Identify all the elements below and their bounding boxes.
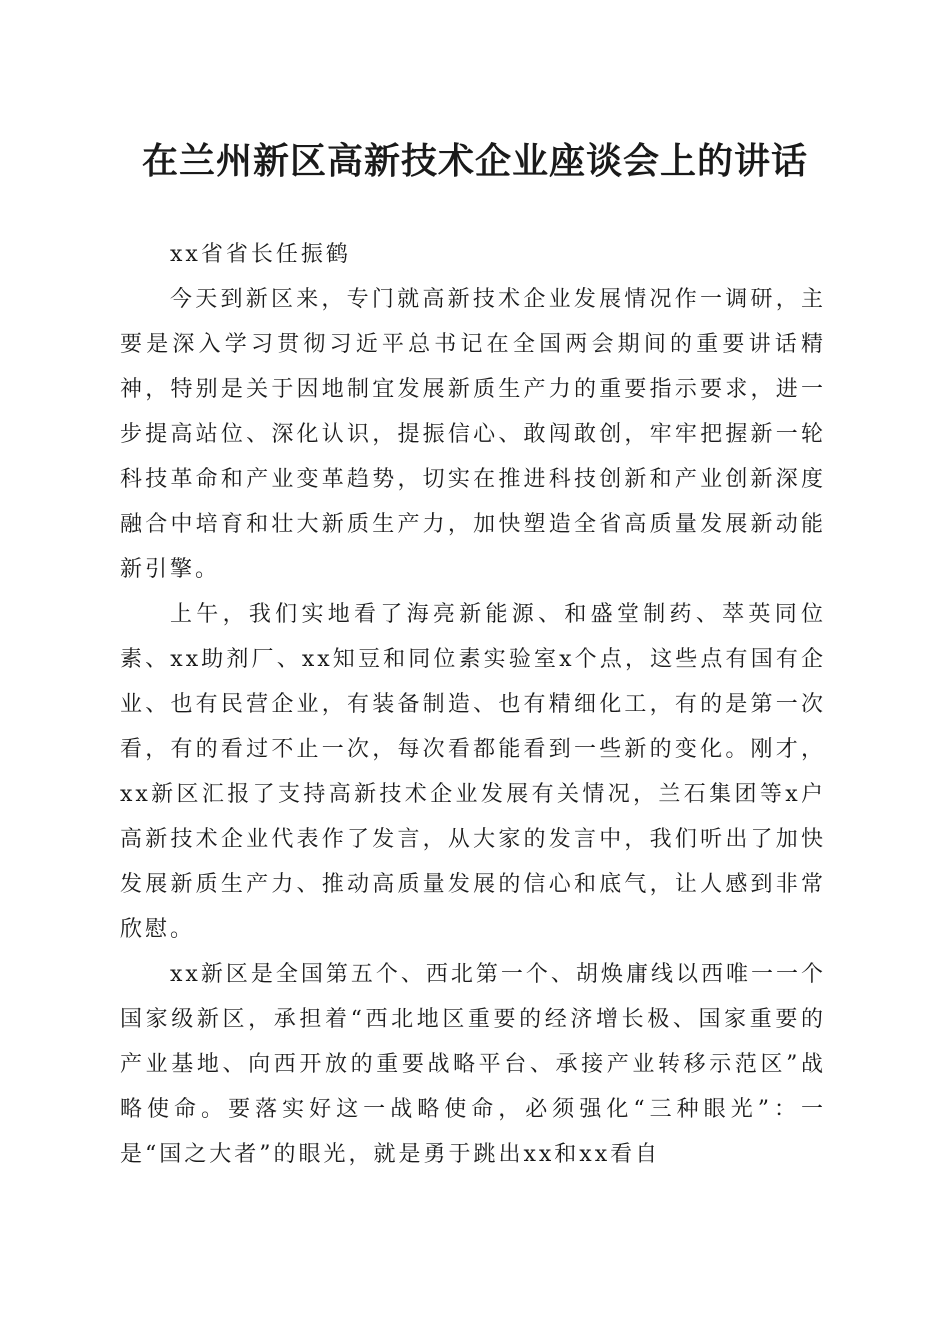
paragraph: xx新区是全国第五个、西北第一个、胡焕庸线以西唯一一个国家级新区，承担着“西北地区重要的经济增长极、国家重要的产业基地、向西开放的重要战略平台、承接产业转移示范区”战略使命。要落实好这一战略使命，必须强化“三种眼光”：一是“国之大者”的眼光，就是勇于跳出xx和xx看自 bbox=[120, 962, 826, 1167]
document-title: 在兰州新区高新技术企业座谈会上的讲话 bbox=[141, 140, 808, 182]
document-body bbox=[120, 232, 826, 1177]
author-line: xx省省长任振鹤 bbox=[170, 242, 351, 267]
paragraph: 上午，我们实地看了海亮新能源、和盛堂制药、萃英同位素、xx助剂厂、xx知豆和同位素实验室x个点，这些点有国有企业、也有民营企业，有装备制造、也有精细化工，有的是第一次看，有的看过不止一次，每次看都能看到一些新的变化。刚才，xx新区汇报了支持高新技术企业发展有关情况，兰石集团等x户高新技术企业代表作了发言，从大家的发言中，我们听出了加快发展新质生产力、推动高质量发展的信心和底气，让人感到非常欣慰。 bbox=[120, 602, 826, 942]
paragraph: 今天到新区来，专门就高新技术企业发展情况作一调研，主要是深入学习贯彻习近平总书记在全国两会期间的重要讲话精神，特别是关于因地制宜发展新质生产力的重要指示要求，进一步提高站位、深化认识，提振信心、敢闯敢创，牢牢把握新一轮科技革命和产业变革趋势，切实在推进科技创新和产业创新深度融合中培育和壮大新质生产力，加快塑造全省高质量发展新动能新引擎。 bbox=[120, 287, 826, 582]
